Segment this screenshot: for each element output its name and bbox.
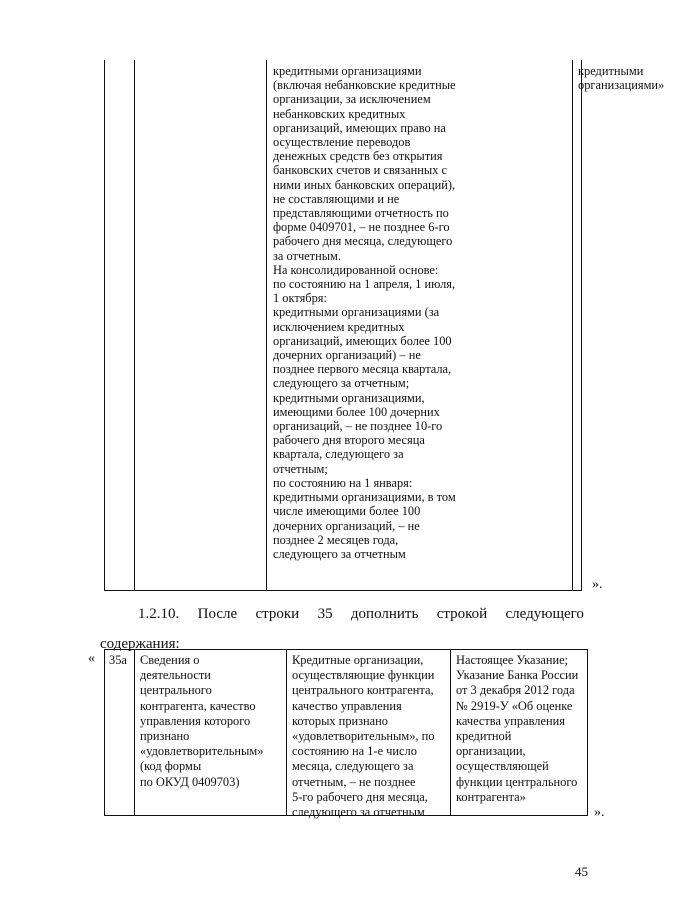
table-col-reporters: [267, 60, 573, 590]
bottom-table-closing-quote: ».: [594, 805, 605, 820]
table-col-number: [105, 60, 135, 590]
paragraph-word: 35: [317, 606, 333, 622]
page-number: 45: [575, 864, 588, 879]
paragraph-word: следующего: [505, 606, 584, 622]
paragraph-word: дополнить: [350, 606, 419, 622]
row-number-cell: [105, 650, 135, 815]
row-reporters-cell: [287, 650, 451, 820]
bottom-table-opening-quote: «: [88, 651, 95, 666]
continuation-table: [104, 60, 665, 591]
paragraph-line-1: [100, 599, 584, 629]
top-table-closing-quote: ».: [592, 577, 603, 592]
paragraph-word: строки: [255, 606, 300, 622]
reporters-cell-text: кредитными организациями (включая небанковские кредитные организации, за исключением небанковских кредитных организаций, имеющих право на осуществление переводов денежных средств без открытия банковских счетов и связанных с ними иных банковских операций), не составляющими и не представляющими отчетность по форме 0409701, – не позднее 6-го рабочего дня месяца, следующего за отчетным. На консолидированной основе: по состоянию на 1 апреля, 1 июля, 1 октября: кредитными организациями (за исключением кредитных организаций, имеющих более 100 дочерних организаций) – не позднее первого месяца квартала, следующего за отчетным; кредитными организациями, имеющими более 100 дочерних организаций, – не позднее 10-го рабочего дня второго месяца квартала, следующего за отчетным; по состоянию на 1 января: кредитными организациями, в том числе имеющими более 100 дочерних организаций, – не позднее 2 месяцев года, следующего за отчетным: [273, 64, 456, 561]
new-row-table: [104, 649, 588, 820]
basis-cell-text: кредитными организациями»: [578, 64, 665, 93]
table-col-name: [135, 60, 267, 590]
row-basis-cell: [451, 650, 587, 815]
paragraph-word: После: [197, 606, 238, 622]
table-col-basis: [573, 60, 683, 590]
paragraph-word: 1.2.10.: [138, 606, 180, 622]
row-number: 35а: [109, 653, 127, 667]
row-name-text: Сведения о деятельности центрального контрагента, качество управления которого признано «удовлетворительным» (код формы по ОКУД 0409703): [140, 653, 264, 789]
row-reporters-text: Кредитные организации, осуществляющие функции центрального контрагента, качество управления которых признано «удовлетворительным», по состоянию на 1-е число месяца, следующего за отчетным, – не позднее 5-го рабочего дня месяца, следующего за отчетным: [292, 653, 435, 820]
paragraph-word: строкой: [436, 606, 488, 622]
paragraph-line-2: содержания:: [100, 636, 180, 652]
row-basis-text: Настоящее Указание; Указание Банка России от 3 декабря 2012 года № 2919-У «Об оценке качества управления кредитной организации, осуществляющей функции центрального контрагента»: [456, 653, 579, 804]
row-name-cell: [135, 650, 287, 815]
